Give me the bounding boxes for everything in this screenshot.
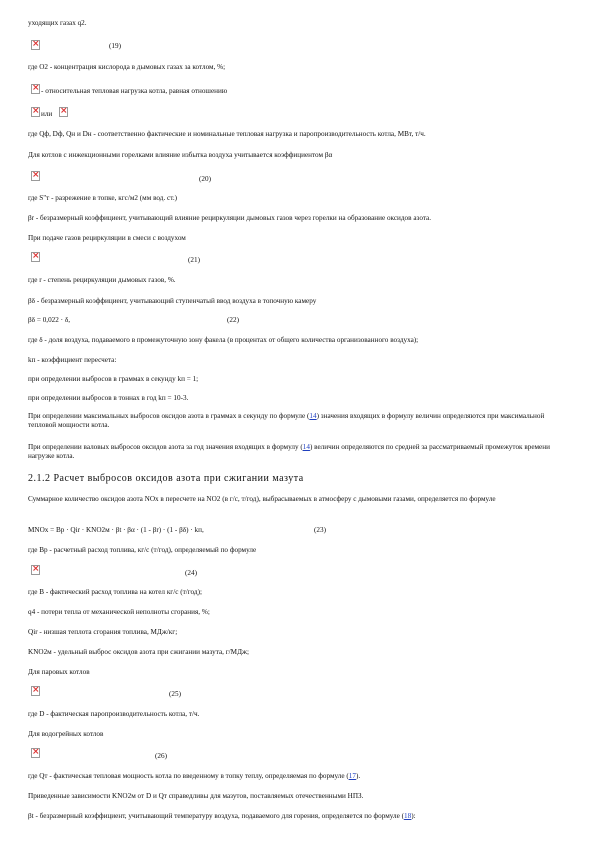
broken-image-icon — [31, 84, 40, 94]
paragraph-text: ) величин определяются по средней за рассматриваемый промежуток времени нагрузке котла. — [28, 443, 550, 460]
section-heading: 2.1.2 Расчет выбросов оксидов азота при сжигании мазута — [28, 473, 304, 484]
paragraph — [28, 772, 565, 781]
text-line: где В - фактический расход топлива на котел кг/с (т/год); — [28, 588, 202, 596]
text-line: где Qф, Dф, Qн и Dн - соответственно фактические и номинальные тепловая нагрузка и паропроизводительность котла, МВт, т/ч. — [28, 130, 426, 138]
formula-load-ratio — [28, 107, 128, 119]
formula-number: (20) — [199, 175, 211, 183]
paragraph-text: При определении максимальных выбросов оксидов азота в граммах в секунду по формуле ( — [28, 412, 310, 420]
text-line: где Bp - расчетный расход топлива, кг/с (т/год), определяемый по формуле — [28, 546, 257, 554]
text-line: где S"т - разрежение в топке, кгс/м2 (мм вод. ст.) — [28, 194, 178, 202]
broken-image-icon — [31, 748, 40, 758]
paragraph-text: ). — [355, 772, 361, 780]
formula-number: (25) — [169, 690, 181, 698]
paragraph — [28, 443, 565, 461]
broken-image-icon — [31, 686, 40, 696]
text-line: где δ - доля воздуха, подаваемого в промежуточную зону факела (в процентах от общего количества организованного воздуха); — [28, 336, 419, 344]
text-line: KNO2м - удельный выброс оксидов азота при сжигании мазута, г/МДж; — [28, 648, 249, 656]
text-line: Для котлов с инжекционными горелками влияние избытка воздуха учитывается коэффициентом βα — [28, 151, 333, 159]
formula-number: (24) — [185, 569, 197, 577]
text-line: Для водогрейных котлов — [28, 730, 104, 738]
paragraph-text: где Qт - фактическая тепловая мощность котла по введенному в топку теплу, определяемая по формуле ( — [28, 772, 349, 780]
formula-inline-load — [28, 84, 328, 96]
text-line: kп - коэффициент пересчета: — [28, 356, 117, 364]
text-line: При подаче газов рециркуляции в смеси с воздухом — [28, 234, 186, 242]
equation-text: MNOx = Bp · Qir · KNO2м · βt · βα · (1 - βr) · (1 - βδ) · kп, — [28, 526, 204, 534]
text-line: при определении выбросов в тоннах в год kп = 10-3. — [28, 394, 189, 402]
text-line: где r - степень рециркуляции дымовых газов, %. — [28, 276, 176, 284]
paragraph — [28, 812, 565, 821]
paragraph-text: βt - безразмерный коэффициент, учитывающий температуру воздуха, подаваемого для горения, определяется по формуле ( — [28, 812, 405, 820]
broken-image-icon — [31, 171, 40, 181]
text-line: βr - безразмерный коэффициент, учитывающий влияние рециркуляции дымовых газов через горелки на образование оксидов азота. — [28, 214, 432, 222]
equation-text: βδ = 0,022 · δ, — [28, 316, 71, 324]
formula-number: (26) — [155, 752, 167, 760]
paragraph — [28, 412, 565, 430]
formula-link[interactable]: 14 — [309, 412, 317, 420]
broken-image-icon — [31, 565, 40, 575]
formula-number: (19) — [109, 42, 121, 50]
text-line: при определении выбросов в граммах в секунду kп = 1; — [28, 375, 199, 383]
formula-23 — [28, 526, 565, 535]
broken-image-icon — [31, 40, 40, 50]
formula-22 — [28, 316, 565, 325]
formula-number: (23) — [314, 526, 326, 534]
text-line: Qir - низшая теплота сгорания топлива, МДж/кг; — [28, 628, 178, 636]
text-line: - относительная тепловая нагрузка котла, равная отношению — [41, 87, 228, 95]
formula-link[interactable]: 14 — [302, 443, 310, 451]
formula-number: (22) — [227, 316, 239, 324]
text-line: βδ - безразмерный коэффициент, учитывающий ступенчатый ввод воздуха в топочную камеру — [28, 297, 317, 305]
text-line: уходящих газах q2. — [28, 19, 87, 27]
paragraph-text: При определении валовых выбросов оксидов азота за год значения входящих в формулу ( — [28, 443, 303, 451]
formula-link[interactable]: 18 — [404, 812, 412, 820]
text-or: или — [41, 110, 53, 118]
paragraph: Суммарное количество оксидов азота NOx в пересчете на NO2 (в г/с, т/год), выбрасываемых в атмосферу с дымовыми газами, определяется по формуле — [28, 495, 496, 503]
broken-image-icon — [31, 107, 40, 117]
formula-number: (21) — [188, 256, 200, 264]
broken-image-icon — [31, 252, 40, 262]
text-line: Для паровых котлов — [28, 668, 90, 676]
broken-image-icon — [59, 107, 68, 117]
paragraph-text: ): — [411, 812, 416, 820]
text-line: где D - фактическая паропроизводительность котла, т/ч. — [28, 710, 200, 718]
formula-link[interactable]: 17 — [348, 772, 356, 780]
text-line: где O2 - концентрация кислорода в дымовых газах за котлом, %; — [28, 63, 226, 71]
paragraph-text: ) значения входящих в формулу величин определяются при максимальной тепловой мощности котла. — [28, 412, 545, 429]
text-line: q4 - потери тепла от механической неполноты сгорания, %; — [28, 608, 210, 616]
text-line: Приведенные зависимости KNO2м от D и Qт справедливы для мазутов, поставляемых отечественными НПЗ. — [28, 792, 364, 800]
